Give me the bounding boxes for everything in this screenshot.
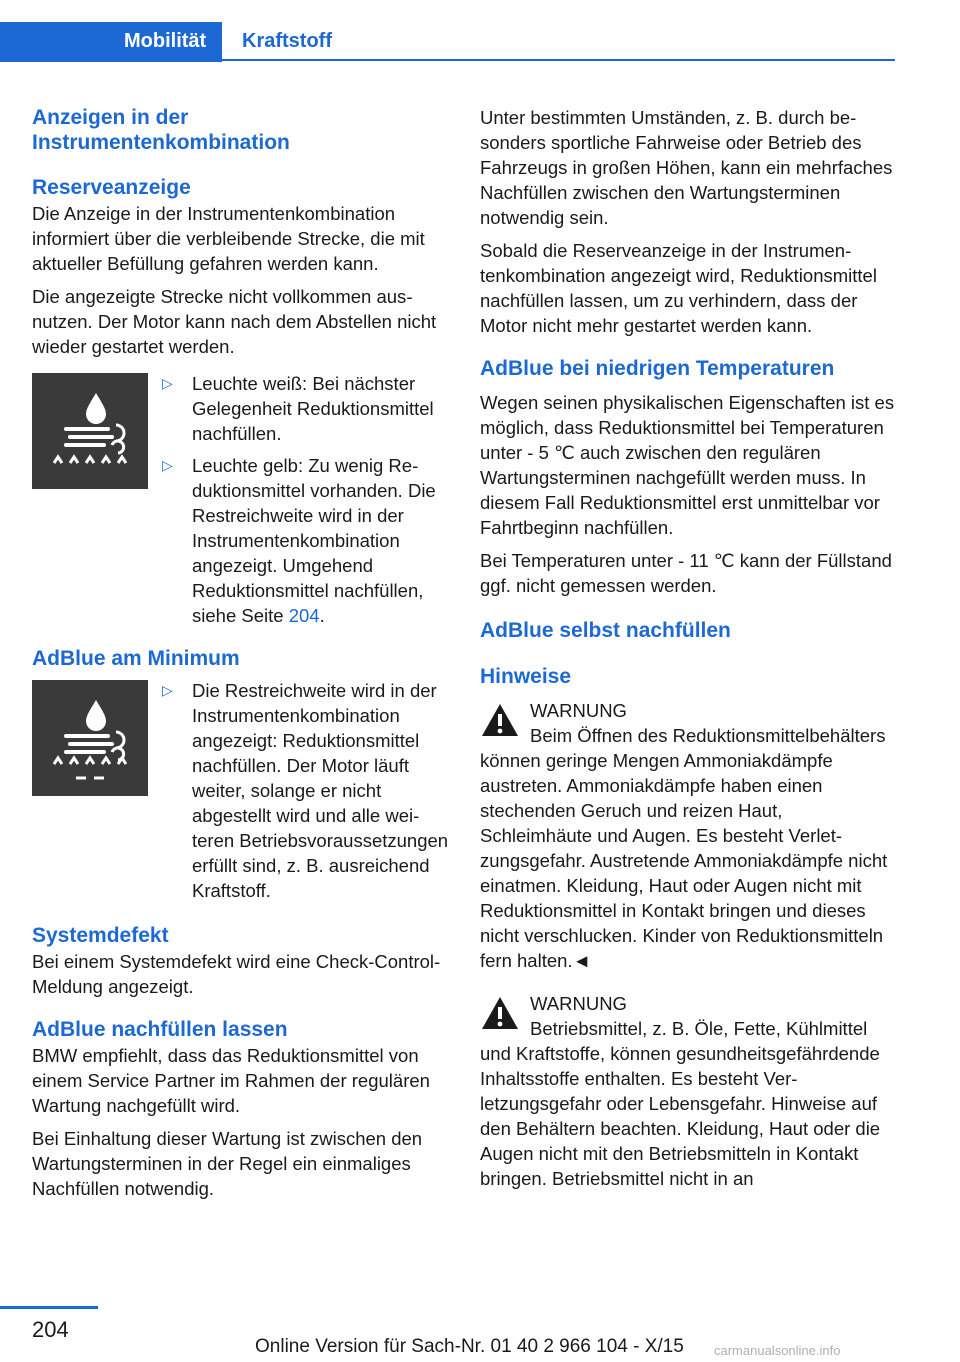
adblue-warning-icon [32, 373, 148, 489]
online-version-note: Online Version für Sach-Nr. 01 40 2 966 104 - X/15 [255, 1336, 684, 1357]
header-rule [222, 59, 895, 61]
bullet-adblue-minimum: ▷ Die Restreichweite wird in der Instrumentenkombination angezeigt: Reduktionsmittel nachfüllen. Der Motor läuft weiter, solange er nicht abgestellt wird und alle weiteren Betriebsvoraussetzungen erfüllt sind, z. B. ausreichend Kraftstoff. [162, 680, 449, 901]
adblue-minimum-icon [32, 680, 148, 796]
left-column [32, 105, 450, 1201]
warning-2-text: Betriebsmittel, z. B. Öle, Fette, Kühlmittel und Kraftstoffe, können gesundheitsgefährdende Inhaltsstoffe enthalten. Es besteht Verletzungsgefahr oder Lebensgefahr. Hinweise auf den Behältern beachten. Kleidung, Haut oder die Augen nicht mit den Betriebsmitteln in Kontakt bringen. Betriebsmittel nicht in an [480, 1018, 881, 1189]
refill-service-paragraph-2: Bei Einhaltung dieser Wartung ist zwischen den Wartungsterminen in der Regel ein einmaliges Nachfüllen notwendig. [32, 1128, 423, 1199]
bullet-leuchte-weiss: ▷ Leuchte weiß: Bei nächster Gelegenheit Reduktionsmittel nachfüllen. [162, 373, 434, 444]
notes-heading: Hinweise [480, 665, 572, 688]
bullet-triangle-icon: ▷ [162, 375, 173, 391]
reserve-paragraph-1: Die Anzeige in der Instrumentenkombination informiert über die verbleibende Strecke, die mit aktueller Befüllung gefahren werden kann. [32, 203, 425, 274]
section-title: Anzeigen in der Instrumentenkombination [32, 106, 290, 154]
footer-rule [0, 1306, 98, 1309]
warning-block-2 [480, 991, 898, 1191]
low-temperature-paragraph-2: Bei Temperaturen unter - 11 ℃ kann der Füllstand ggf. nicht gemessen werden. [480, 550, 892, 596]
tab-kraftstoff-label[interactable]: Kraftstoff [242, 30, 332, 52]
tab-mobilitaet-label[interactable]: Mobilität [124, 30, 207, 52]
reserve-heading: Reserveanzeige [32, 176, 191, 199]
reserve-paragraph-2: Die angezeigte Strecke nicht vollkommen ausnutzen. Der Motor kann nach dem Abstellen nicht wieder gestartet werden. [32, 286, 437, 357]
warning-1-text: Beim Öffnen des Reduktionsmittelbehälters können geringe Mengen Ammoniakdämpfe austreten. Ammoniakdämpfe haben einen stechenden Geruch und reizen Haut, Schleimhäute und Augen. Es besteht Verletzungsgefahr. Austretende Ammoniakdämpfe nicht einatmen. Kleidung, Haut oder Augen nicht mit Reduktionsmittel in Kontakt bringen und dieses nicht verschlucken. Kinder von Reduktionsmitteln fern halten.◄ [480, 725, 888, 971]
right-paragraph-2: Sobald die Reserveanzeige in der Instrumentenkombination angezeigt wird, Reduktionsmittel nachfüllen lassen, um zu verhindern, dass der Motor nicht mehr gestartet werden kann. [480, 240, 877, 336]
warning-2-title: WARNUNG [530, 993, 627, 1014]
right-paragraph-1: Unter bestimmten Umständen, z. B. durch besonders sportliche Fahrweise oder Betrieb des Fahrzeugs in großen Höhen, kann ein mehrfaches Nachfüllen zwischen den Wartungsterminen notwendig sein. [480, 107, 893, 228]
warning-block-1 [480, 698, 898, 973]
watermark: carmanualsonline.info [714, 1343, 841, 1358]
minimum-heading: AdBlue am Minimum [32, 647, 240, 670]
refill-service-heading: AdBlue nachfüllen lassen [32, 1018, 288, 1041]
bullet-leuchte-gelb: ▷ Leuchte gelb: Zu wenig Reduktionsmittel vorhanden. Die Restreichweite wird in der Instrumentenkombination angezeigt. Umgehend Reduktionsmittel nachfüllen, siehe Seite 204. [162, 455, 436, 626]
reserve-indicator-block [32, 371, 450, 628]
bullet-triangle-icon: ▷ [162, 457, 173, 473]
right-column [480, 105, 898, 1191]
low-temperature-paragraph-1: Wegen seinen physikalischen Eigenschaften ist es möglich, dass Reduktionsmittel bei Temperaturen unter - 5 ℃ auch zwischen den regulären Wartungsterminen nachgefüllt werden muss. In diesem Fall Reduktionsmittel erst unmittelbar vor Fahrtbeginn nachfüllen. [480, 392, 895, 538]
low-temperature-heading: AdBlue bei niedrigen Temperaturen [480, 357, 835, 380]
warning-1-title: WARNUNG [530, 700, 627, 721]
page-link-204[interactable]: 204 [288, 605, 320, 626]
warning-triangle-icon [480, 702, 520, 738]
header-tabbar [0, 22, 895, 62]
minimum-indicator-block [32, 678, 450, 903]
systemdefekt-paragraph: Bei einem Systemdefekt wird eine Check-Control-Meldung angezeigt. [32, 951, 441, 997]
page-number: 204 [32, 1317, 69, 1342]
bullet-triangle-icon: ▷ [162, 682, 173, 698]
refill-service-paragraph-1: BMW empfiehlt, dass das Reduktionsmittel von einem Service Partner im Rahmen der regulären Wartung nachgefüllt wird. [32, 1045, 430, 1116]
systemdefekt-heading: Systemdefekt [32, 924, 169, 947]
self-refill-heading: AdBlue selbst nachfüllen [480, 619, 731, 642]
warning-triangle-icon [480, 995, 520, 1031]
